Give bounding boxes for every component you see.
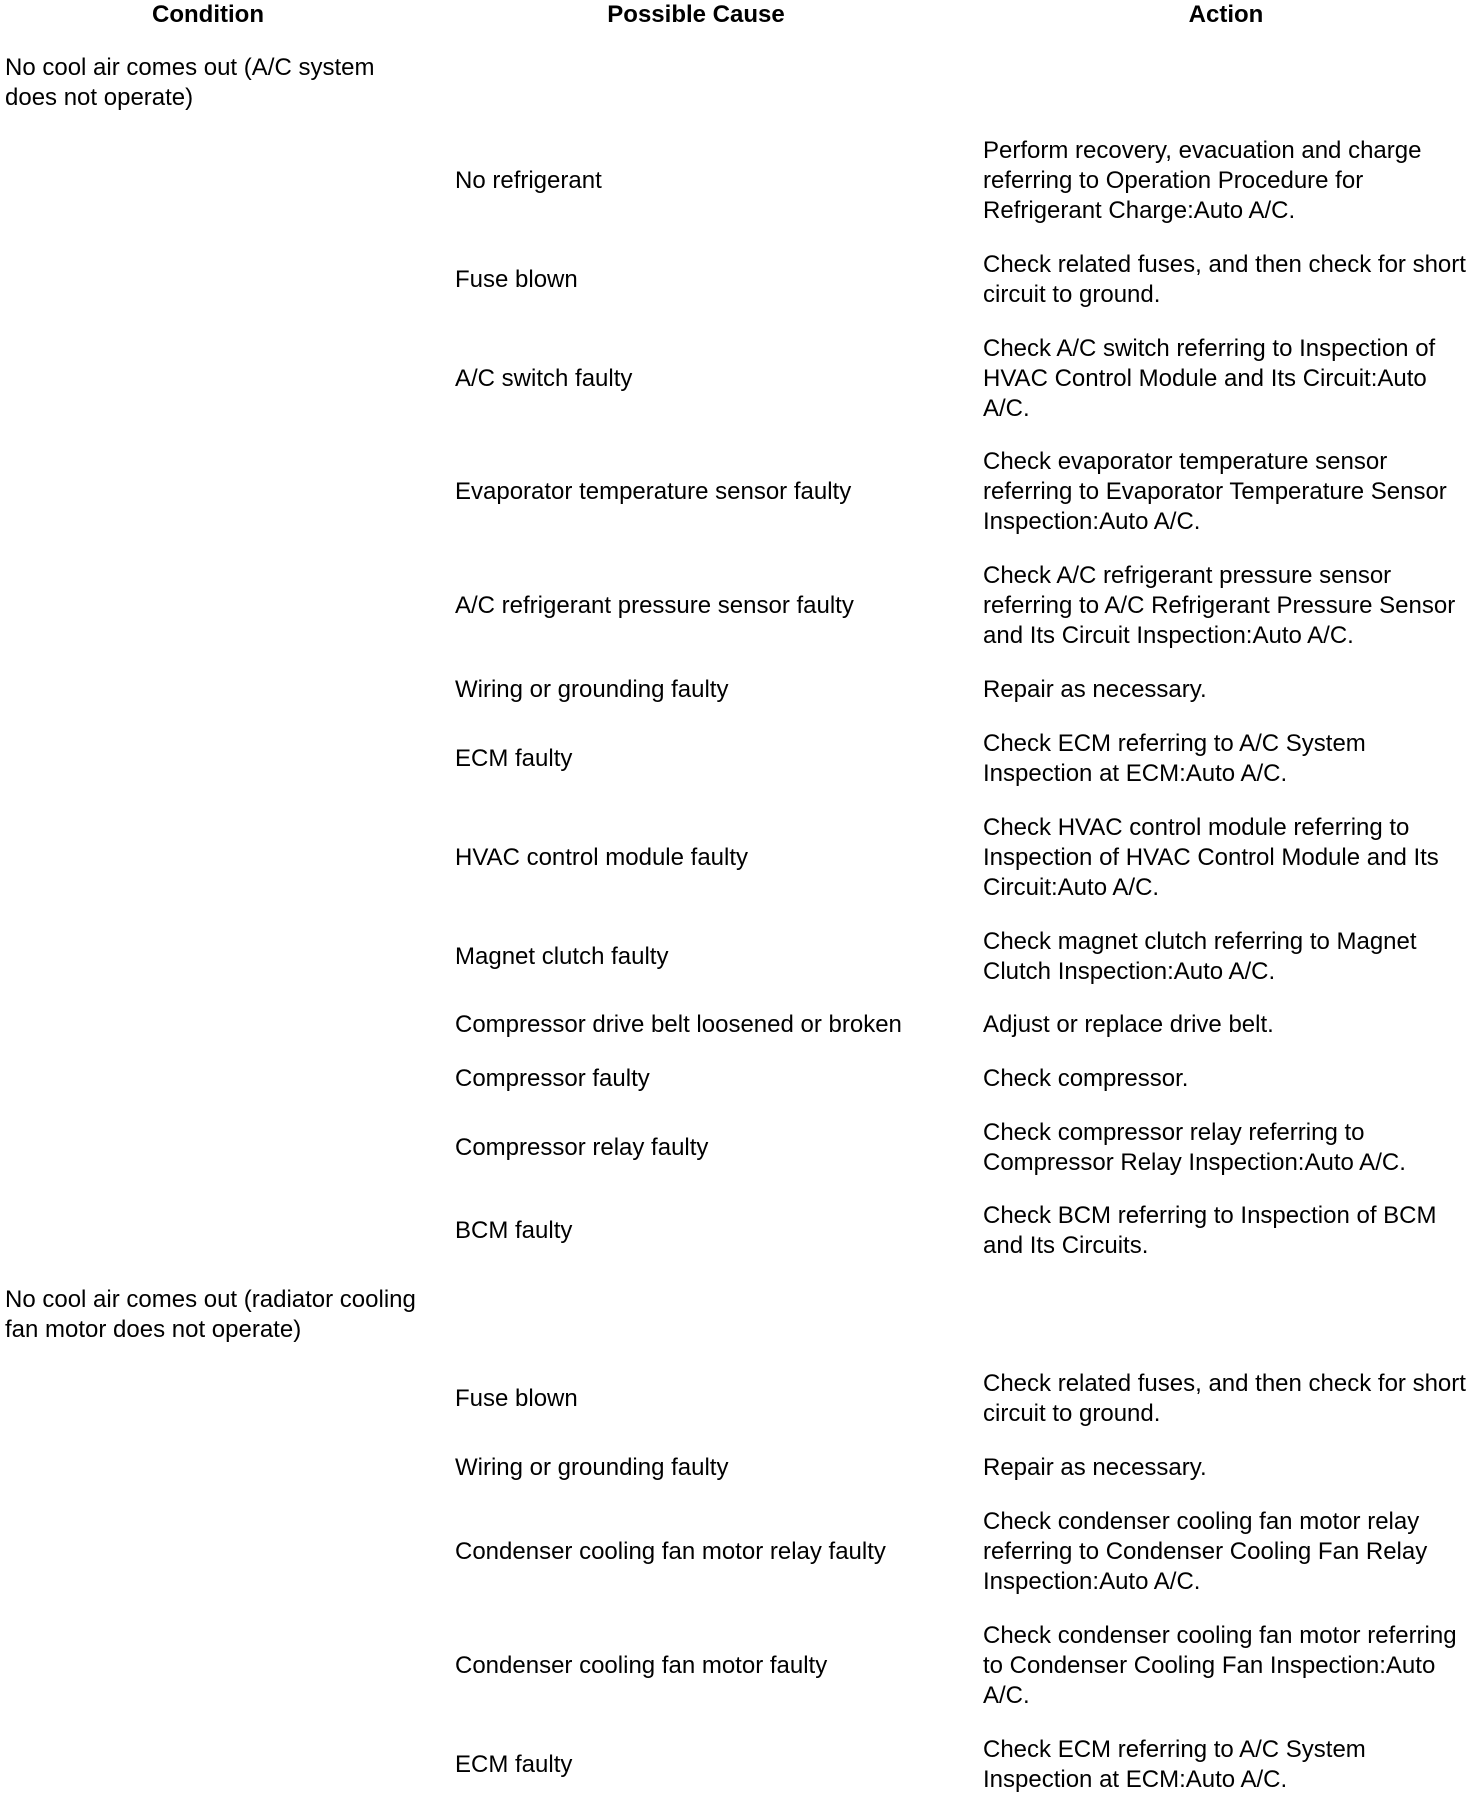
- action-cell: Check condenser cooling fan motor relay referring to Condenser Cooling Fan Relay Inspection:Auto A/C.: [983, 1508, 1428, 1595]
- cause-cell: BCM faulty: [455, 1217, 573, 1244]
- action-cell: Check ECM referring to A/C System Inspection at ECM:Auto A/C.: [983, 1736, 1366, 1793]
- cause-cell: HVAC control module faulty: [455, 844, 749, 871]
- cause-cell: Fuse blown: [455, 1385, 578, 1412]
- header-condition: Condition: [152, 1, 264, 28]
- cause-cell: Evaporator temperature sensor faulty: [455, 478, 852, 505]
- cause-cell: No refrigerant: [455, 167, 602, 194]
- action-cell: Check related fuses, and then check for short circuit to ground.: [983, 1370, 1466, 1427]
- header-possible-cause: Possible Cause: [607, 1, 785, 28]
- cause-cell: Condenser cooling fan motor faulty: [455, 1652, 828, 1679]
- action-cell: Check HVAC control module referring to Inspection of HVAC Control Module and Its Circuit:Auto A/C.: [983, 814, 1439, 901]
- action-cell: Check A/C refrigerant pressure sensor referring to A/C Refrigerant Pressure Sensor and Its Circuit Inspection:Auto A/C.: [983, 562, 1456, 649]
- condition-cell: No cool air comes out (A/C system does not operate): [5, 54, 375, 111]
- action-cell: Repair as necessary.: [983, 1454, 1207, 1481]
- cause-cell: Compressor drive belt loosened or broken: [455, 1011, 902, 1038]
- action-cell: Check condenser cooling fan motor referring to Condenser Cooling Fan Inspection:Auto A/C.: [983, 1622, 1457, 1709]
- cause-cell: Compressor faulty: [455, 1065, 650, 1092]
- condition-cell: No cool air comes out (radiator cooling fan motor does not operate): [5, 1286, 416, 1343]
- cause-cell: ECM faulty: [455, 745, 573, 772]
- action-cell: Check magnet clutch referring to Magnet Clutch Inspection:Auto A/C.: [983, 928, 1417, 985]
- cause-cell: Fuse blown: [455, 266, 578, 293]
- action-cell: Check related fuses, and then check for short circuit to ground.: [983, 251, 1466, 308]
- header-action: Action: [1188, 1, 1264, 28]
- action-cell: Check A/C switch referring to Inspection of HVAC Control Module and Its Circuit:Auto A/C.: [983, 335, 1436, 422]
- cause-cell: Wiring or grounding faulty: [455, 676, 729, 703]
- action-cell: Check evaporator temperature sensor referring to Evaporator Temperature Sensor Inspection:Auto A/C.: [983, 448, 1447, 535]
- action-cell: Perform recovery, evacuation and charge referring to Operation Procedure for Refrigerant Charge:Auto A/C.: [983, 137, 1422, 224]
- cause-cell: Compressor relay faulty: [455, 1134, 709, 1161]
- action-cell: Check compressor relay referring to Compressor Relay Inspection:Auto A/C.: [983, 1119, 1406, 1176]
- action-cell: Adjust or replace drive belt.: [983, 1011, 1274, 1038]
- cause-cell: Magnet clutch faulty: [455, 943, 669, 970]
- cause-cell: A/C switch faulty: [455, 365, 633, 392]
- cause-cell: Condenser cooling fan motor relay faulty: [455, 1538, 886, 1565]
- action-cell: Repair as necessary.: [983, 676, 1207, 703]
- action-cell: Check ECM referring to A/C System Inspection at ECM:Auto A/C.: [983, 730, 1366, 787]
- cause-cell: ECM faulty: [455, 1751, 573, 1778]
- action-cell: Check BCM referring to Inspection of BCM and Its Circuits.: [983, 1202, 1437, 1259]
- cause-cell: Wiring or grounding faulty: [455, 1454, 729, 1481]
- action-cell: Check compressor.: [983, 1065, 1189, 1092]
- cause-cell: A/C refrigerant pressure sensor faulty: [455, 592, 854, 619]
